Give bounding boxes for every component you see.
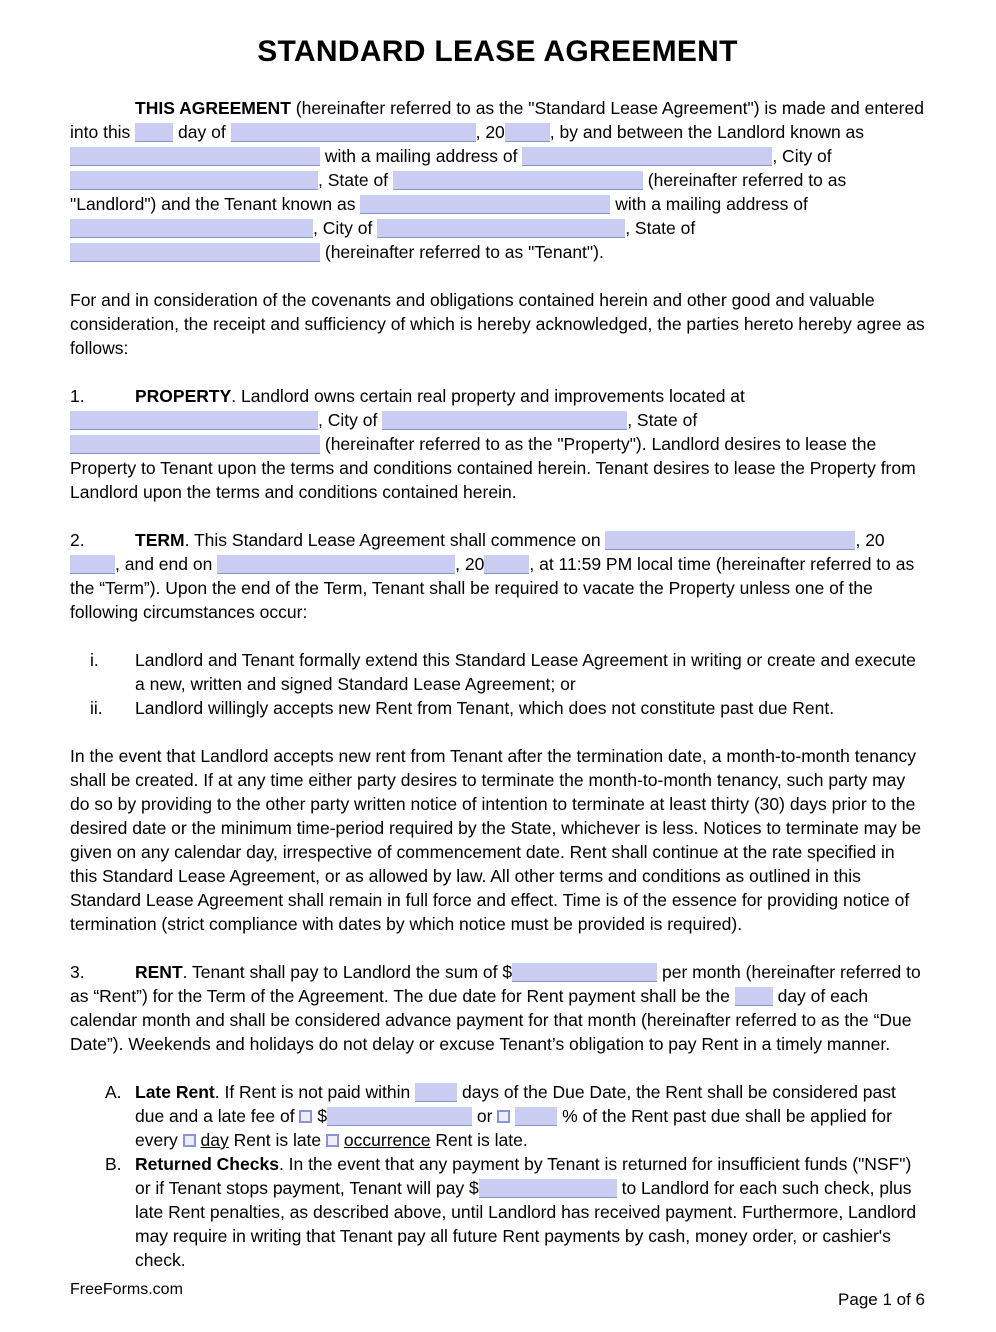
text-run: per month (hereinafter referred to as “Rent”) for the Term of the Agreement. The due date for Rent payment shall be the [70,962,921,1006]
text-run: . If Rent is not paid within [214,1082,416,1102]
field-tenant-name[interactable] [360,195,610,214]
section-number: 3. [70,962,85,982]
text-run: Landlord willingly accepts new Rent from Tenant, which does not constitute past due Rent. [135,698,835,718]
field-term-end-year[interactable] [484,555,529,574]
field-execution-month[interactable] [231,123,476,142]
text-run: with a mailing address of [320,146,523,166]
underlined-text: day [200,1130,229,1150]
field-rent-due-day[interactable] [735,987,773,1006]
text-run: (hereinafter referred to as "Tenant"). [320,242,604,262]
text-run: $ [312,1106,328,1126]
per-occurrence-checkbox[interactable] [326,1134,339,1147]
term-extension-item [70,648,925,696]
section-rent [70,960,925,1056]
text-run: In the event that Landlord accepts new rent from Tenant after the termination date, a month-to-month tenancy shall be created. If at any time either party desires to terminate the month-to-month tenancy, such party may do so by providing to the other party written notice of intention to terminate at least thirty (30) days prior to the desired date or the minimum time-period required by the State, whichever is less. Notices to terminate may be given on any calendar day, irrespective of commencement date. Rent shall continue at the rate specified in this Standard Lease Agreement, or as allowed by law. All other terms and conditions as outlined in this Standard Lease Agreement shall remain in full force and effect. Time is of the essence for providing notice of termination (strict compliance with dates by which notice must be provided is required). [70,746,922,934]
text-run: with a mailing address of [610,194,808,214]
field-landlord-city[interactable] [70,171,318,190]
page-title: STANDARD LEASE AGREEMENT [257,35,738,68]
text-run: to Landlord for each such check, plus late Rent penalties, as described above, until Landlord has received payment. Furthermore, Landlord may require in writing that Tenant pay all future Rent payments by cash, money order, or cashier's check. [135,1178,917,1270]
text-run: , by and between the Landlord known as [549,122,865,142]
list-marker: B. [105,1154,122,1174]
field-property-address[interactable] [70,411,318,430]
text-run: % of the Rent past due shall be applied for every [135,1106,892,1150]
bold-text: TERM [135,530,185,550]
section-property [70,384,925,504]
text-run: day of each calendar month and shall be considered advance payment for that month (hereinafter referred to as the “Due Date”). Weekends and holidays do not delay or excuse Tenant’s obligation to pay Rent in a timely manner. [70,986,912,1054]
text-run: days of the Due Date, the Rent shall be considered past due and a late fee of [135,1082,896,1126]
field-late-fee-amount[interactable] [327,1107,472,1126]
field-term-start-year[interactable] [70,555,115,574]
field-property-state[interactable] [70,435,320,454]
text-run: or [472,1106,498,1126]
field-property-city[interactable] [382,411,627,430]
text-run: , 20 [855,530,885,550]
field-tenant-state[interactable] [70,243,320,262]
bold-text: THIS AGREEMENT [135,98,291,118]
field-tenant-city[interactable] [377,219,625,238]
text-run: Rent is late [228,1130,327,1150]
field-landlord-state[interactable] [393,171,643,190]
bold-text: PROPERTY [135,386,232,406]
text-run: , and end on [115,554,218,574]
list-marker: i. [90,650,99,670]
text-run: , 20 [455,554,485,574]
field-tenant-address[interactable] [70,219,313,238]
field-nsf-fee[interactable] [479,1179,617,1198]
late-rent-item [70,1080,925,1152]
field-execution-year[interactable] [505,123,550,142]
text-run: , State of [625,218,696,238]
text-run: day of [173,122,231,142]
section-term [70,528,925,624]
returned-checks-item [70,1152,925,1272]
month-to-month-paragraph [70,744,925,936]
text-run: . Landlord owns certain real property and improvements located at [231,386,745,406]
field-landlord-address[interactable] [522,147,772,166]
field-execution-day[interactable] [135,123,173,142]
intro-paragraph [70,96,925,264]
text-run: . In the event that any payment by Tenant is returned for insufficient funds ("NSF") or if Tenant stops payment, Tenant will pay $ [135,1154,912,1198]
late-fee-dollar-checkbox[interactable] [299,1110,312,1123]
term-new-rent-item [70,696,925,720]
field-rent-amount[interactable] [512,963,657,982]
text-run: . Tenant shall pay to Landlord the sum of $ [182,962,513,982]
consideration-paragraph [70,288,925,360]
bold-text: RENT [135,962,183,982]
text-run: Rent is late. [430,1130,528,1150]
field-late-days[interactable] [415,1083,457,1102]
list-marker: ii. [90,698,103,718]
text-run: (hereinafter referred to as the "Property"). Landlord desires to lease the Property to Tenant upon the terms and conditions contained herein. Tenant desires to lease the Property from Landlord upon the terms and conditions contained herein. [70,434,916,502]
field-term-end-date[interactable] [217,555,455,574]
text-run: , State of [627,410,698,430]
text-run: , State of [318,170,393,190]
field-landlord-name[interactable] [70,147,320,166]
text-run: , City of [772,146,832,166]
text-run: (hereinafter referred to as the "Standard Lease Agreement") is made and entered into this [70,98,924,142]
section-number: 2. [70,530,85,550]
section-number: 1. [70,386,85,406]
bold-text: Late Rent [135,1082,215,1102]
document-body [70,96,925,1272]
text-run: , City of [313,218,378,238]
text-run: For and in consideration of the covenants and obligations contained herein and other good and valuable consideration, the receipt and sufficiency of which is hereby acknowledged, the parties hereto hereby agree as follows: [70,290,925,358]
underlined-text: occurrence [343,1130,431,1150]
per-day-checkbox[interactable] [183,1134,196,1147]
text-run: Landlord and Tenant formally extend this Standard Lease Agreement in writing or create and execute a new, written and signed Standard Lease Agreement; or [135,650,916,694]
field-late-fee-percent[interactable] [515,1107,557,1126]
text-run: , City of [318,410,383,430]
field-term-start-date[interactable] [605,531,855,550]
text-run: . This Standard Lease Agreement shall commence on [184,530,606,550]
bold-text: Returned Checks [135,1154,279,1174]
late-fee-percent-checkbox[interactable] [497,1110,510,1123]
page-number: Page 1 of 6 [838,1290,925,1309]
footer-brand: FreeForms.com [70,1281,183,1298]
text-run: (hereinafter referred to as "Landlord") and the Tenant known as [70,170,847,214]
text-run: , 20 [475,122,505,142]
text-run: , at 11:59 PM local time (hereinafter referred to as the “Term”). Upon the end of the Term, Tenant shall be required to vacate the Property unless one of the following circumstances occur: [70,554,915,622]
list-marker: A. [105,1082,122,1102]
